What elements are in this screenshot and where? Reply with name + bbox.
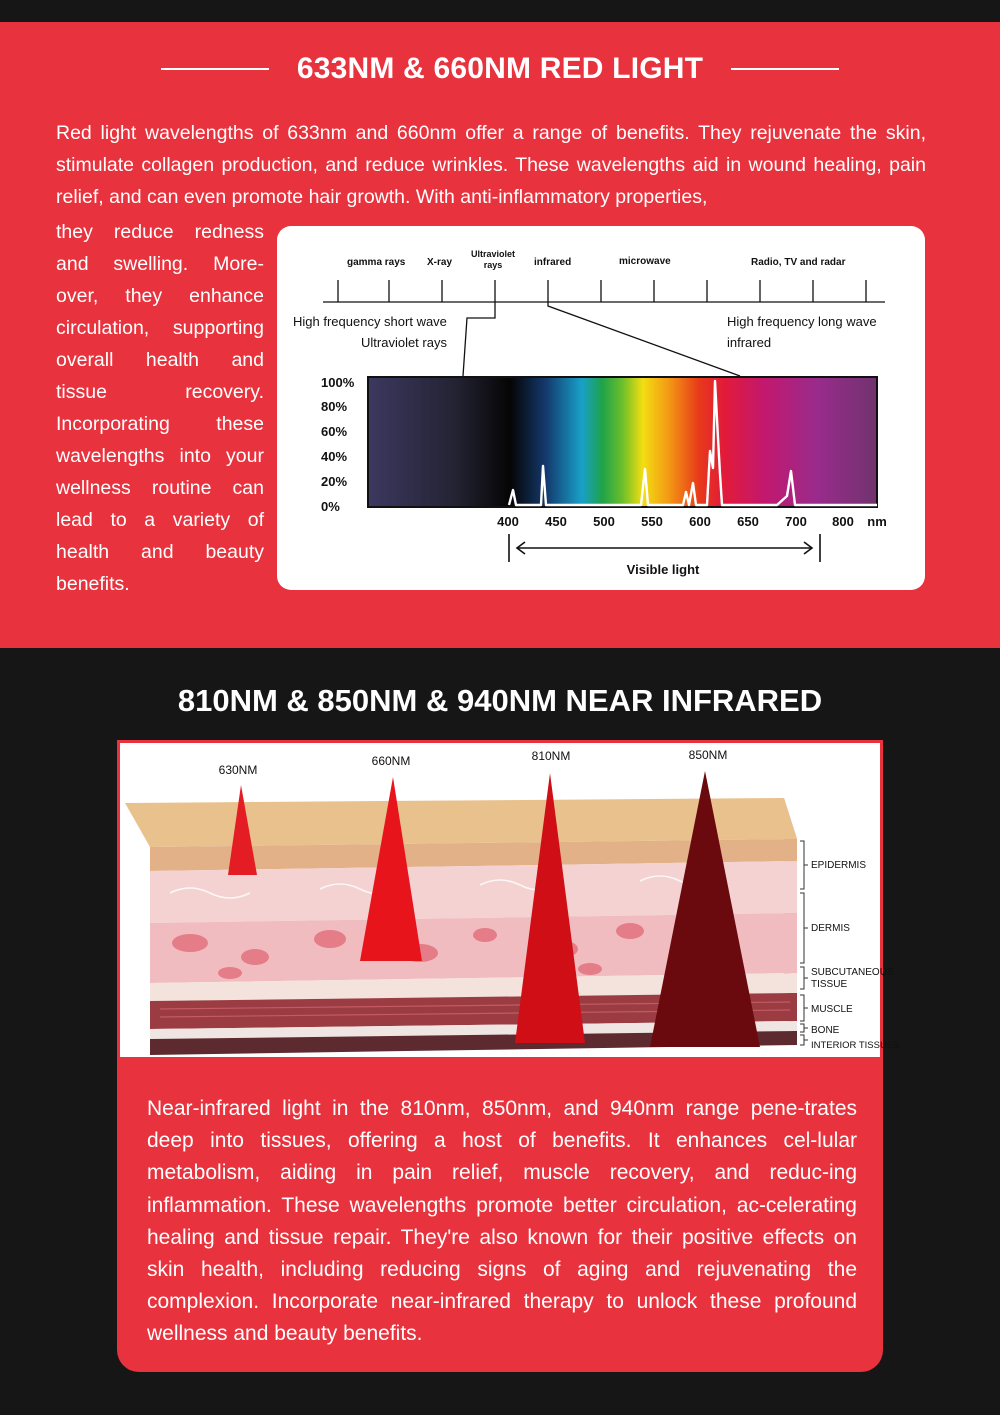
layer-label-interior: INTERIOR TISSUES: [811, 1040, 900, 1051]
band-infrared: infrared: [534, 257, 572, 268]
band-ultraviolet-rays: rays: [483, 260, 503, 270]
title-rule-right: [731, 68, 839, 70]
x-tick: 400: [497, 514, 519, 529]
short-wave-label: High frequency short wave: [293, 314, 447, 329]
x-tick: 550: [641, 514, 663, 529]
beam-label-850: 850NM: [688, 748, 728, 762]
visible-light-label: Visible light: [626, 562, 700, 577]
long-wave-label: High frequency long wave: [727, 314, 877, 329]
beam-label-660: 660NM: [371, 754, 411, 768]
near-infrared-text-box: [117, 1060, 883, 1372]
layer-brackets: [800, 841, 808, 1045]
y-tick: 40%: [321, 449, 348, 464]
band-xray: X-ray: [427, 257, 453, 268]
layer-label-epidermis: EPIDERMIS: [811, 860, 867, 871]
band-axis: [323, 280, 885, 302]
x-tick: 800: [832, 514, 854, 529]
y-tick: 60%: [321, 424, 348, 439]
red-light-title-row: [0, 52, 1000, 86]
x-tick-unit: nm: [867, 514, 887, 529]
red-light-side-text: they reduce redness and swelling. More-over, they enhance circulation, supporting overall health and tissue recovery. Incorporating these wavelengths into your wellness routine can lead to a variety of health and beauty benefits.: [56, 221, 264, 595]
beam-label-810: 810NM: [531, 749, 571, 763]
red-light-section: [0, 22, 1000, 648]
band-radio: Radio, TV and radar: [751, 257, 846, 268]
spectrum-box: [368, 377, 877, 507]
x-tick: 500: [593, 514, 615, 529]
x-tick: 700: [785, 514, 807, 529]
red-light-intro: Red light wavelengths of 633nm and 660nm offer a range of benefits. They rejuvenate the skin, stimulate collagen production, and reduce wrinkles. These wavelengths aid in wound healing, pain relief, and can even promote hair growth. With anti-inflammatory properties,: [56, 122, 926, 208]
spectrum-diagram: [277, 226, 925, 590]
near-infrared-title: 810NM & 850NM & 940NM NEAR INFRARED: [177, 683, 823, 718]
y-tick: 80%: [321, 399, 348, 414]
uv-rays-label: Ultraviolet rays: [361, 335, 447, 350]
beam-label-630: 630NM: [218, 763, 258, 777]
x-tick: 650: [737, 514, 759, 529]
infrared-label: infrared: [727, 335, 772, 350]
spectrum-card: [277, 226, 925, 590]
title-rule-left: [161, 68, 269, 70]
layer-label-dermis: DERMIS: [811, 923, 850, 934]
band-ultraviolet: Ultraviolet: [470, 249, 516, 259]
layer-label-bone: BONE: [811, 1025, 840, 1036]
y-tick: 20%: [321, 474, 348, 489]
band-gamma: gamma rays: [347, 257, 406, 268]
top-strip: [0, 0, 1000, 22]
layer-label-muscle: MUSCLE: [811, 1004, 853, 1015]
y-tick: 0%: [321, 499, 340, 514]
x-tick: 600: [689, 514, 711, 529]
skin-penetration-diagram: [117, 740, 900, 1060]
near-infrared-body: Near-infrared light in the 810nm, 850nm, and 940nm range pene-trates deep into tissues, offering a host of benefits. It enhances cel-lular metabolism, aiding in pain relief, muscle recovery, and reduc-ing inflammation. These wavelengths promote better circulation, ac-celerating healing and tissue repair. They're also known for their positive effects on skin health, including reducing signs of aging and rejuvenating the complexion. Incorporate near-infrared therapy to unlock these profound wellness and beauty benefits.: [147, 1097, 857, 1346]
layer-label-subcutaneous: SUBCUTANEOUS: [811, 967, 894, 978]
red-light-title: 633NM & 660NM RED LIGHT: [296, 52, 704, 85]
pointer-lines: [463, 302, 740, 376]
x-tick: 450: [545, 514, 567, 529]
visible-light-arrow: [509, 534, 820, 562]
layer-label-tissue: TISSUE: [811, 979, 848, 990]
band-microwave: microwave: [619, 256, 671, 267]
y-tick: 100%: [321, 375, 355, 390]
